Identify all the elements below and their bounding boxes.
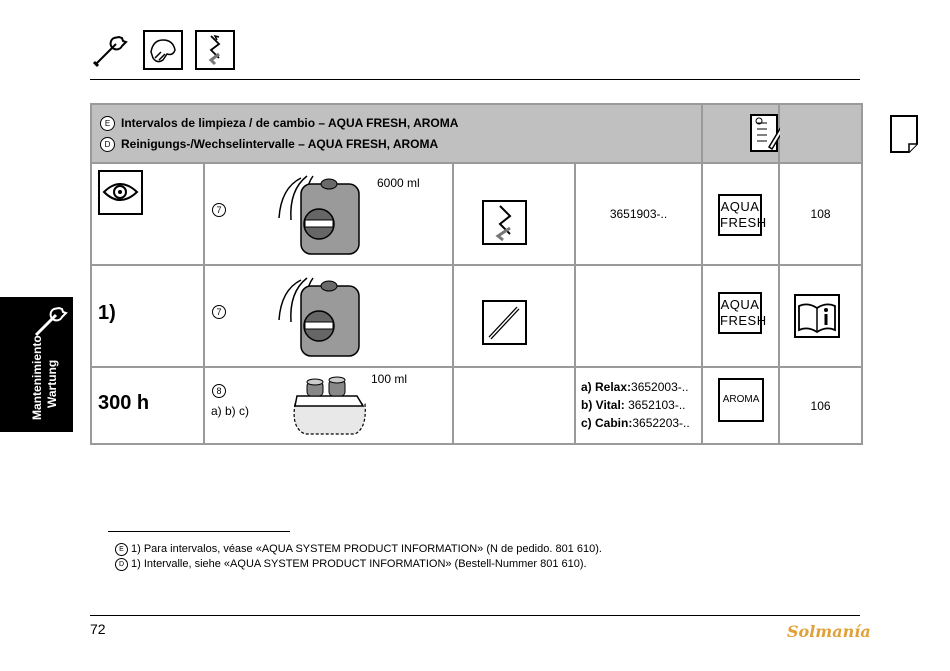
action-cell — [453, 163, 575, 265]
quantity: 6000 ml — [377, 176, 420, 190]
page-cell — [779, 163, 862, 265]
title-es — [92, 113, 701, 134]
aqua-fresh-badge — [718, 292, 767, 334]
canister-icon — [271, 270, 381, 360]
exchange-icon — [195, 30, 235, 70]
aqua-fresh-badge — [718, 194, 767, 236]
action-cell — [453, 265, 575, 367]
table-row — [91, 163, 862, 265]
interval-cell — [91, 163, 204, 265]
ref-number: 7 — [212, 305, 226, 319]
part-number-cell — [575, 367, 702, 444]
table-row — [91, 367, 862, 444]
info-book-icon — [794, 294, 840, 338]
canister-icon — [271, 168, 381, 258]
variant-part-c: 3652203-.. — [632, 416, 690, 430]
aroma-badge — [718, 378, 764, 422]
lang-badge-e: E — [100, 116, 115, 131]
lang-badge-e: E — [115, 543, 128, 556]
exchange-icon — [482, 200, 527, 245]
product-cell — [204, 163, 453, 265]
header-rule — [90, 79, 860, 80]
page-cell — [779, 265, 862, 367]
interval-value: 1) — [98, 302, 116, 324]
hand-cleaning-icon — [143, 30, 183, 70]
brand-logo: Solmanía — [787, 622, 871, 641]
variants: a) b) c) — [211, 404, 250, 418]
lang-badge-d: D — [100, 137, 115, 152]
product-cell — [204, 367, 453, 444]
footnote-de-text: 1) Intervalle, siehe «AQUA SYSTEM PRODUCT INFORMATION» (Bestell-Nummer 801 610). — [131, 558, 587, 570]
interval-cell — [91, 265, 204, 367]
footnote-es-text: 1) Para intervalos, véase «AQUA SYSTEM PRODUCT INFORMATION» (N de pedido. 801 610). — [131, 543, 602, 555]
page-number-ref: 108 — [810, 207, 831, 221]
quantity: 100 ml — [371, 372, 408, 386]
footnote-de — [115, 557, 587, 571]
badge-line2: FRESH — [720, 215, 767, 230]
page-number: 72 — [90, 621, 106, 637]
part-number-cell — [575, 163, 702, 265]
aroma-badge-text: AROMA — [722, 394, 760, 405]
action-cell — [453, 367, 575, 444]
footer-rule — [90, 615, 860, 616]
badge-line1: AQUA — [720, 199, 760, 214]
variant-part-a: 3652003-.. — [631, 380, 689, 394]
table-title-cell — [91, 104, 702, 163]
badge-cell — [702, 163, 779, 265]
aroma-bottle-icon — [289, 374, 369, 438]
part-number-cell — [575, 265, 702, 367]
page-reference-icon — [889, 114, 919, 154]
ref-number: 7 — [212, 203, 226, 217]
variant-part-b: 3652103-.. — [628, 398, 686, 412]
aroma-parts-list — [581, 378, 690, 432]
variant-label-c: c) Cabin: — [581, 416, 633, 430]
side-tab-text — [30, 335, 60, 420]
side-tab-line2: Wartung — [45, 359, 59, 408]
inspection-eye-icon — [98, 170, 143, 215]
title-de — [92, 134, 701, 155]
ref-number: 8 — [212, 384, 226, 398]
title-de-text: Reinigungs-/Wechselintervalle – AQUA FRESH, AROMA — [121, 136, 439, 151]
header-empty-cell — [779, 104, 862, 163]
title-es-text: Intervalos de limpieza / de cambio – AQUA FRESH, AROMA — [121, 115, 459, 130]
table-row — [91, 265, 862, 367]
header-order-cell — [702, 104, 779, 163]
part-number: 3651903-.. — [609, 207, 668, 221]
footnote-es — [115, 542, 602, 556]
table-header-row — [91, 104, 862, 163]
badge-line1: AQUA — [720, 297, 760, 312]
badge-cell — [702, 367, 779, 444]
side-tab-line1: Mantenimiento — [30, 335, 44, 420]
badge-line2: FRESH — [720, 313, 767, 328]
page-number-ref: 106 — [810, 398, 831, 413]
variant-label-a: a) Relax: — [581, 380, 632, 394]
page-cell — [779, 367, 862, 444]
variant-label-b: b) Vital: — [581, 398, 625, 412]
interval-cell — [91, 367, 204, 444]
wrench-icon — [90, 30, 130, 70]
badge-cell — [702, 265, 779, 367]
footnote-rule — [108, 531, 290, 532]
intervals-table — [90, 103, 863, 445]
lang-badge-d: D — [115, 558, 128, 571]
cleaning-brush-icon — [482, 300, 527, 345]
interval-value: 300 h — [98, 392, 150, 414]
product-cell — [204, 265, 453, 367]
